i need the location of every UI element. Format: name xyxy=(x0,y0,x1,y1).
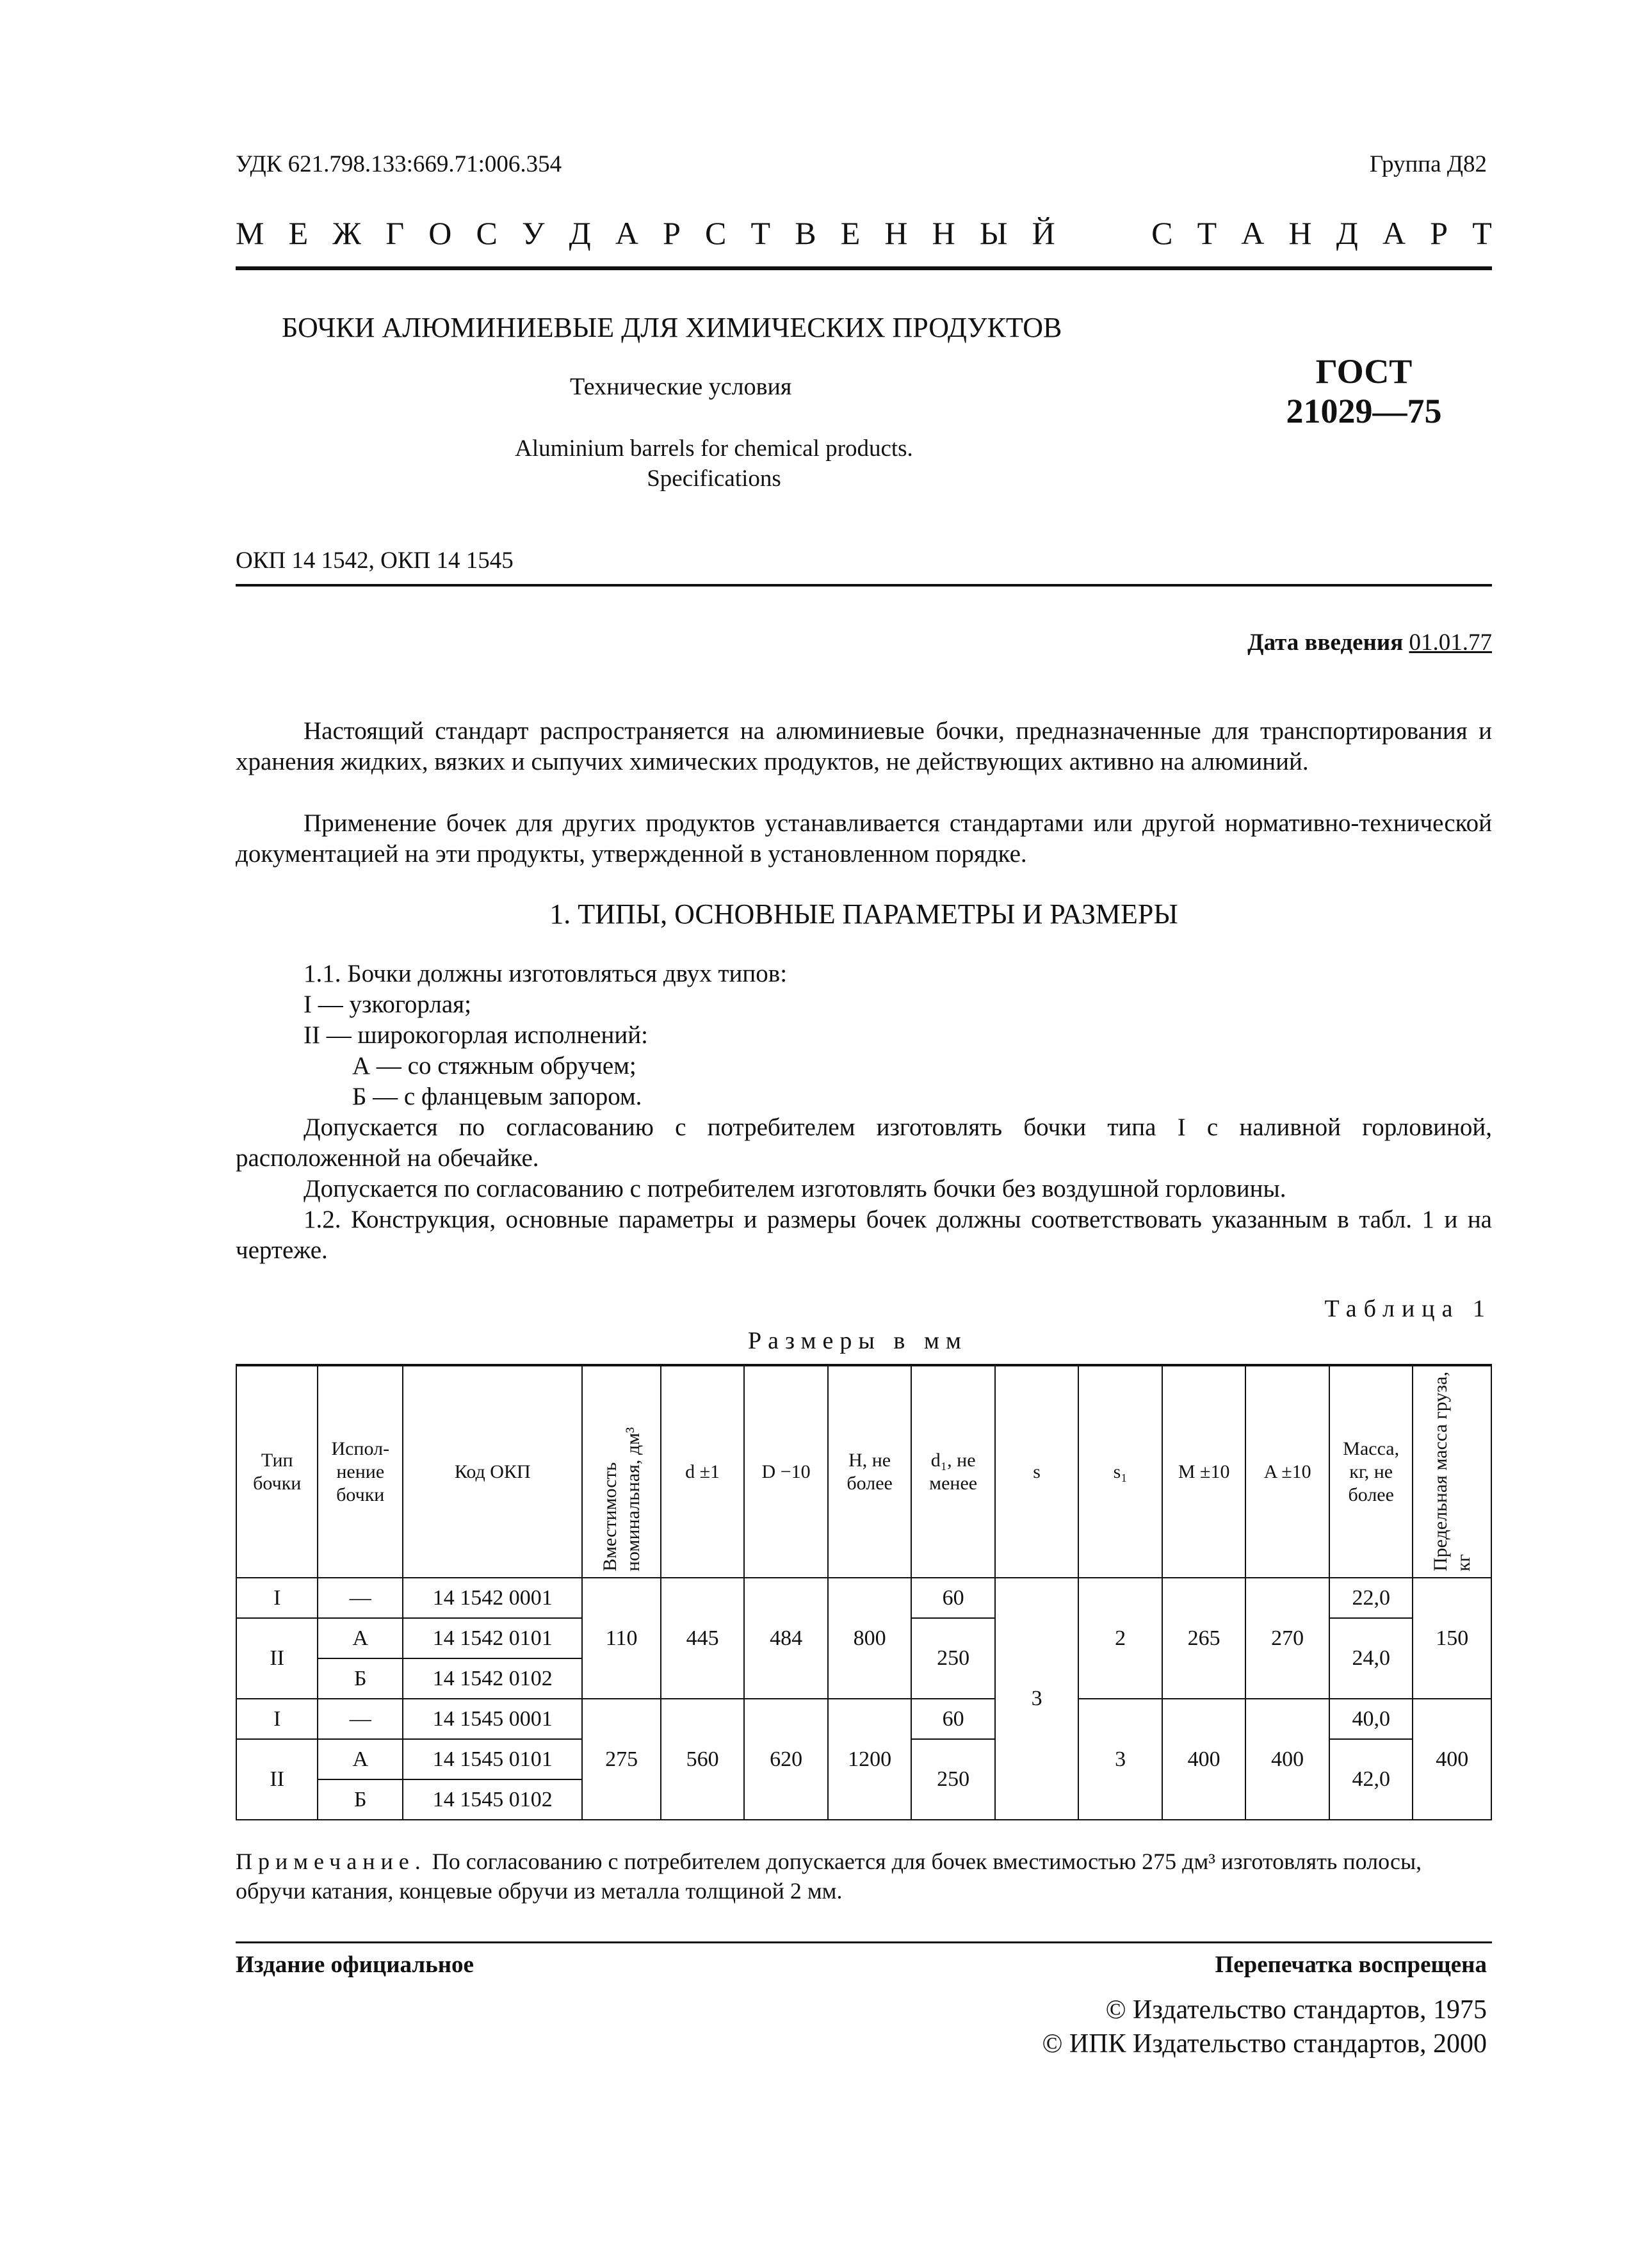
banner-letter: У xyxy=(522,215,545,251)
banner-letter: А xyxy=(1241,215,1265,251)
clause-1-1-para-2: Допускается по согласованию с потребителем изготовлять бочки без воздушной горловины. xyxy=(304,1175,1286,1203)
banner-letter: М xyxy=(236,215,264,251)
footer-rule xyxy=(236,1941,1492,1943)
copyright-2000: © ИПК Издательство стандартов, 2000 xyxy=(1042,2029,1487,2059)
cell-type: I xyxy=(236,1699,318,1739)
cell-exec: А xyxy=(318,1739,403,1779)
banner-letter: Т xyxy=(1472,215,1492,251)
cell-okp: 14 1545 0102 xyxy=(403,1779,582,1820)
banner-letter: Н xyxy=(1288,215,1312,251)
cell-volume: 110 xyxy=(582,1578,660,1699)
banner-letter: С xyxy=(705,215,727,251)
copyright-1975: © Издательство стандартов, 1975 xyxy=(1105,1995,1487,2025)
type-1-line: I — узкогорлая; xyxy=(304,991,471,1018)
banner-letter: Н xyxy=(932,215,955,251)
clause-1-1: 1.1. Бочки должны изготовляться двух типов: xyxy=(304,960,788,987)
cell-s: 3 xyxy=(995,1578,1079,1820)
table-note xyxy=(236,1847,1492,1906)
cell-okp: 14 1542 0101 xyxy=(403,1618,582,1658)
note-label: Примечание. xyxy=(236,1849,426,1874)
cell-mass: 42,0 xyxy=(1329,1739,1413,1820)
col-load xyxy=(1413,1365,1491,1578)
gost-number xyxy=(1271,352,1457,431)
cell-d1: 250 xyxy=(911,1618,995,1699)
col-mass: Масса, кг, не более xyxy=(1329,1365,1413,1578)
cell-volume: 275 xyxy=(582,1699,660,1820)
cell-d: 560 xyxy=(661,1699,745,1820)
cell-okp: 14 1542 0102 xyxy=(403,1658,582,1699)
type-2-line: II — широкогорлая исполнений: xyxy=(304,1021,648,1049)
cell-exec: — xyxy=(318,1578,403,1618)
official-edition: Издание официальное xyxy=(236,1952,474,1978)
cell-load: 150 xyxy=(1413,1578,1491,1699)
gost-label: ГОСТ xyxy=(1315,352,1413,391)
standard-banner xyxy=(236,215,1492,252)
date-value: 01.01.77 xyxy=(1409,629,1492,656)
cell-type: II xyxy=(236,1618,318,1699)
cell-type: II xyxy=(236,1739,318,1820)
banner-letter: Ы xyxy=(979,215,1008,251)
col-type: Тип бочки xyxy=(236,1365,318,1578)
banner-letter: Д xyxy=(1336,215,1358,251)
cell-A: 400 xyxy=(1245,1699,1329,1820)
cell-exec: — xyxy=(318,1699,403,1739)
clause-1-2: 1.2. Конструкция, основные параметры и размеры бочек должны соответствовать указанным в табл. 1 и на чертеже. xyxy=(236,1206,1492,1264)
col-D: D −10 xyxy=(744,1365,828,1578)
cell-okp: 14 1545 0101 xyxy=(403,1739,582,1779)
table-units: Размеры в мм xyxy=(748,1327,968,1354)
section-1-heading: 1. ТИПЫ, ОСНОВНЫЕ ПАРАМЕТРЫ И РАЗМЕРЫ xyxy=(549,898,1178,930)
okp-codes: ОКП 14 1542, ОКП 14 1545 xyxy=(236,547,514,574)
col-H: H, не более xyxy=(828,1365,912,1578)
col-volume-label: Вместимость номинальная, дм³ xyxy=(599,1427,644,1571)
cell-s1: 3 xyxy=(1078,1699,1162,1820)
cell-M: 400 xyxy=(1162,1699,1246,1820)
banner-letter: А xyxy=(615,215,638,251)
banner-letter: В xyxy=(795,215,816,251)
cell-d: 445 xyxy=(661,1578,745,1699)
english-title-line1: Aluminium barrels for chemical products. xyxy=(515,435,913,462)
col-okp: Код ОКП xyxy=(403,1365,582,1578)
document-subtitle: Технические условия xyxy=(570,373,792,400)
col-s: s xyxy=(995,1365,1079,1578)
banner-letter: Й xyxy=(1032,215,1055,251)
reprint-forbidden: Перепечатка воспрещена xyxy=(1215,1952,1487,1978)
banner-letter: Д xyxy=(569,215,591,251)
table-number: Таблица 1 xyxy=(1324,1295,1492,1322)
date-label: Дата введения xyxy=(1247,629,1404,656)
okp-rule xyxy=(236,584,1492,587)
gost-id: 21029—75 xyxy=(1286,392,1442,430)
introduction-date xyxy=(1247,629,1492,656)
cell-A: 270 xyxy=(1245,1578,1329,1699)
banner-letter: Г xyxy=(385,215,405,251)
table-row xyxy=(236,1699,1491,1739)
cell-H: 1200 xyxy=(828,1699,912,1820)
table-header-row xyxy=(236,1365,1491,1578)
col-s1: s₁ xyxy=(1078,1365,1162,1578)
intro-paragraph-1: Настоящий стандарт распространяется на алюминиевые бочки, предназначенные для транспортирования и хранения жидких, вязких и сыпучих химических продуктов, не действующих активно на алюминий. xyxy=(236,717,1492,775)
english-title xyxy=(448,433,980,494)
cell-d1: 250 xyxy=(911,1739,995,1820)
banner-letter: А xyxy=(1382,215,1406,251)
banner-letter: Т xyxy=(1197,215,1217,251)
cell-load: 400 xyxy=(1413,1699,1491,1820)
cell-H: 800 xyxy=(828,1578,912,1699)
col-A: A ±10 xyxy=(1245,1365,1329,1578)
table-row xyxy=(236,1578,1491,1618)
cell-s1: 2 xyxy=(1078,1578,1162,1699)
cell-okp: 14 1542 0001 xyxy=(403,1578,582,1618)
banner-letter: Ж xyxy=(332,215,362,251)
banner-letter: Е xyxy=(288,215,309,251)
note-text: По согласованию с потребителем допускается для бочек вместимостью 275 дм³ изготовлять полосы, обручи катания, концевые обручи из металла толщиной 2 мм. xyxy=(236,1849,1422,1904)
english-title-line2: Specifications xyxy=(647,466,781,492)
banner-letter: Е xyxy=(840,215,861,251)
header-rule xyxy=(236,266,1492,270)
cell-mass: 24,0 xyxy=(1329,1618,1413,1699)
cell-type: I xyxy=(236,1578,318,1618)
col-d: d ±1 xyxy=(661,1365,745,1578)
banner-letter: О xyxy=(428,215,452,251)
col-volume xyxy=(582,1365,660,1578)
cell-M: 265 xyxy=(1162,1578,1246,1699)
clause-1-1-para-1: Допускается по согласованию с потребителем изготовлять бочки типа I с наливной горловиной, расположенной на обечайке. xyxy=(236,1114,1492,1172)
group-code: Группа Д82 xyxy=(1369,151,1487,177)
cell-mass: 40,0 xyxy=(1329,1699,1413,1739)
col-load-label: Предельная масса груза, кг xyxy=(1429,1372,1474,1571)
intro-paragraph-2: Применение бочек для других продуктов устанавливается стандартами или другой нормативно-технической документацией на эти продукты, утвержденной в установленном порядке. xyxy=(236,809,1492,868)
banner-letter: Н xyxy=(884,215,908,251)
col-d1: d₁, не менее xyxy=(911,1365,995,1578)
banner-letter: С xyxy=(1151,215,1173,251)
banner-letter: Т xyxy=(750,215,771,251)
banner-gap xyxy=(1080,215,1127,252)
banner-letter: С xyxy=(476,215,498,251)
cell-d1: 60 xyxy=(911,1699,995,1739)
col-exec: Исполнение бочки xyxy=(318,1365,403,1578)
cell-exec: Б xyxy=(318,1779,403,1820)
dimensions-table xyxy=(236,1364,1492,1820)
exec-b-line: Б — с фланцевым запором. xyxy=(352,1083,642,1110)
cell-mass: 22,0 xyxy=(1329,1578,1413,1618)
cell-okp: 14 1545 0001 xyxy=(403,1699,582,1739)
col-M: M ±10 xyxy=(1162,1365,1246,1578)
cell-exec: А xyxy=(318,1618,403,1658)
cell-D: 620 xyxy=(744,1699,828,1820)
udk-code: УДК 621.798.133:669.71:006.354 xyxy=(236,151,562,177)
cell-D: 484 xyxy=(744,1578,828,1699)
banner-letter: Р xyxy=(663,215,681,251)
exec-a-line: А — со стяжным обручем; xyxy=(352,1052,636,1080)
cell-exec: Б xyxy=(318,1658,403,1699)
document-title: БОЧКИ АЛЮМИНИЕВЫЕ ДЛЯ ХИМИЧЕСКИХ ПРОДУКТОВ xyxy=(282,312,1062,343)
cell-d1: 60 xyxy=(911,1578,995,1618)
banner-letter: Р xyxy=(1430,215,1448,251)
